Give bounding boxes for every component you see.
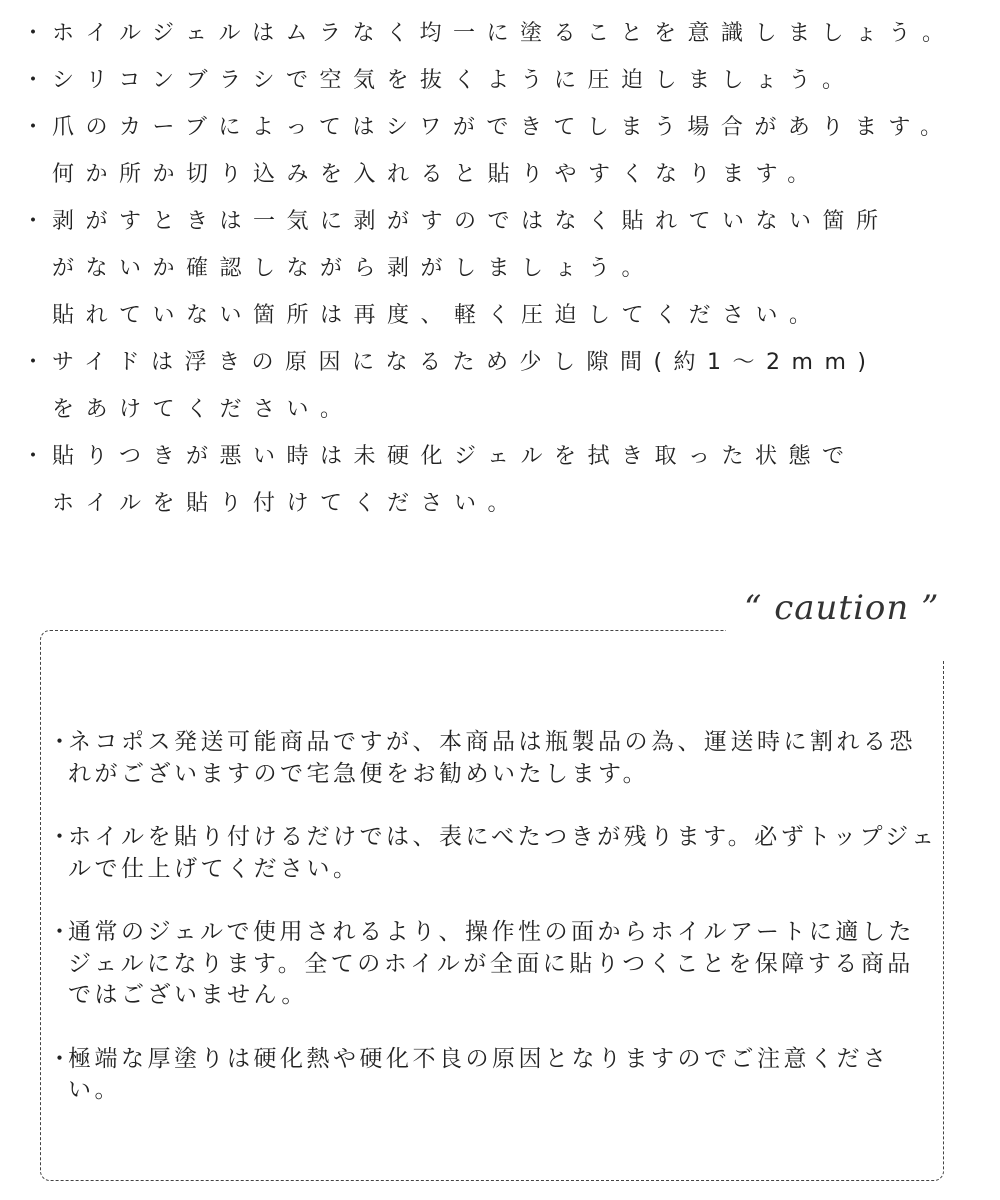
caution-text: 極端な厚塗りは硬化熱や硬化不良の原因となりますのでご注意ください。 xyxy=(68,1045,890,1103)
bullet-icon: ・ xyxy=(22,21,45,46)
tip-line xyxy=(22,437,956,484)
bullet-icon: ・ xyxy=(48,729,71,755)
bullet-icon: ・ xyxy=(48,919,71,945)
caution-list xyxy=(48,727,938,1139)
tip-text: ホイルジェルはムラなく均一に塗ることを意識しましょう。 xyxy=(52,21,956,46)
caution-heading: “ caution ” xyxy=(738,588,946,628)
bullet-icon: ・ xyxy=(22,209,45,234)
tip-line xyxy=(22,249,956,296)
tip-text: ホイルを貼り付けてください。 xyxy=(52,491,522,516)
caution-item xyxy=(48,917,938,1012)
tip-text: 貼れていない箇所は再度、軽く圧迫してください。 xyxy=(52,303,823,328)
tip-text: をあけてください。 xyxy=(52,397,354,422)
tip-line xyxy=(22,108,956,155)
tip-text: 剥がすときは一気に剥がすのではなく貼れていない箇所 xyxy=(52,209,890,234)
tip-line xyxy=(22,484,956,531)
bullet-icon: ・ xyxy=(48,1045,71,1072)
bullet-icon: ・ xyxy=(22,68,45,93)
tip-text: 爪のカーブによってはシワができてしまう場合があります。 xyxy=(52,115,954,140)
bullet-icon: ・ xyxy=(22,350,45,375)
caution-text: ホイルを貼り付けるだけでは、表にべたつきが残ります。必ずトップジェルで仕上げてください。 xyxy=(68,824,938,882)
tip-line xyxy=(22,155,956,202)
bullet-icon: ・ xyxy=(22,115,45,140)
tips-list xyxy=(22,14,956,531)
tip-line xyxy=(22,296,956,343)
caution-item xyxy=(48,1044,938,1107)
bullet-icon: ・ xyxy=(22,444,45,469)
tip-text: がないか確認しながら剥がしましょう。 xyxy=(52,256,656,281)
bullet-icon: ・ xyxy=(48,824,71,850)
tip-line xyxy=(22,202,956,249)
caution-text: 通常のジェルで使用されるより、操作性の面からホイルアートに適したジェルになります。全てのホイルが全面に貼りつくことを保障する商品ではございません。 xyxy=(68,919,915,1008)
tip-line xyxy=(22,390,956,437)
caution-item xyxy=(48,822,938,885)
tip-text: サイドは浮きの原因になるため少し隙間(約1～2mm) xyxy=(52,350,878,375)
caution-text: ネコポス発送可能商品ですが、本商品は瓶製品の為、運送時に割れる恐れがございますので宅急便をお勧めいたします。 xyxy=(68,729,916,787)
tip-line xyxy=(22,343,956,390)
tip-text: シリコンブラシで空気を抜くように圧迫しましょう。 xyxy=(52,68,856,93)
caution-item xyxy=(48,727,938,790)
tip-text: 貼りつきが悪い時は未硬化ジェルを拭き取った状態で xyxy=(52,444,856,469)
tip-line xyxy=(22,61,956,108)
tip-line xyxy=(22,14,956,61)
tip-text: 何か所か切り込みを入れると貼りやすくなります。 xyxy=(52,162,821,187)
